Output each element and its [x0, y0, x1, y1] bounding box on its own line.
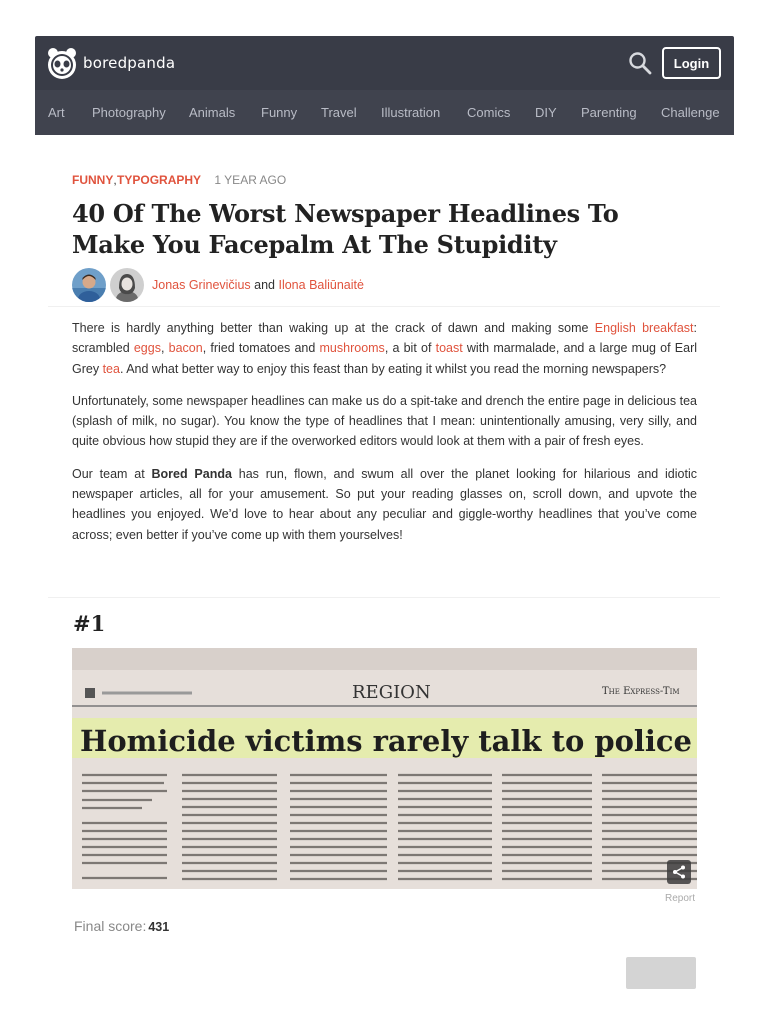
search-icon[interactable] — [628, 51, 652, 75]
panda-logo-icon — [47, 46, 77, 80]
newspaper-photo — [72, 648, 697, 889]
link-eggs[interactable]: eggs — [133, 341, 161, 356]
author-avatar-2[interactable] — [110, 268, 144, 302]
p3-text-1: Our team at — [72, 466, 152, 481]
p1-text-7: . And what better way to enjoy this feast than by eating it whilst you read the morning newspapers? — [119, 361, 667, 376]
author-joiner: and — [254, 278, 275, 292]
p1-text-5: , a bit of — [384, 341, 436, 356]
final-score-value: 431 — [148, 920, 170, 934]
category-separator: , — [113, 173, 117, 187]
final-score-label: Final score: — [74, 918, 147, 934]
site-logo-text: boredpanda — [83, 54, 176, 72]
author-photo-2 — [110, 268, 144, 302]
nav-item-challenge[interactable]: Challenge — [661, 105, 720, 120]
item-image[interactable] — [72, 648, 697, 889]
newspaper-headline: Homicide victims rarely talk to police — [80, 724, 692, 758]
p1-text-1: There is hardly anything better than waking up at the crack of dawn and making some — [72, 321, 595, 335]
article-body — [72, 318, 697, 557]
nav-item-illustration[interactable]: Illustration — [381, 105, 441, 120]
post-time-ago: 1 YEAR AGO — [214, 173, 287, 187]
nav-item-funny[interactable]: Funny — [261, 105, 298, 120]
link-english-breakfast[interactable]: English breakfast — [594, 321, 694, 335]
link-mushrooms[interactable]: mushrooms — [319, 341, 385, 356]
category-link-funny[interactable]: FUNNY — [72, 173, 114, 187]
brand-name-bold: Bored Panda — [151, 466, 232, 481]
author-photo-1 — [72, 268, 106, 302]
nav-item-comics[interactable]: Comics — [467, 105, 511, 120]
placeholder-box — [626, 957, 696, 989]
category-nav — [35, 90, 734, 135]
p3-text-2: has run, flown, and swum all over the planet looking for hilarious and idiotic newspaper articles, all for your amusement. So put your reading glasses on, scroll down, and upvote the headlines you enjoyed. We’d love to hear about any peculiar and giggle-worthy headlines that you’ve come across; even better if you’ve come up with them yourselves! — [72, 466, 697, 542]
link-toast[interactable]: toast — [435, 341, 463, 356]
post-title: 40 Of The Worst Newspaper Headlines To Make You Facepalm At The Stupidity — [72, 199, 619, 259]
p1-text-4: , fried tomatoes and — [202, 341, 320, 356]
nav-item-diy[interactable]: DIY — [535, 105, 557, 120]
author-link-2[interactable]: Ilona Baliūnaitė — [278, 278, 364, 292]
site-logo[interactable] — [47, 46, 175, 80]
report-link[interactable]: Report — [665, 893, 696, 904]
article-paragraph-2: Unfortunately, some newspaper headlines can make us do a spit-take and drench the entire page in delicious tea (splash of milk, no sugar). You know the type of headlines that I mean: unintentionally amusing, very silly, and quite obvious how stupid they are if the overworked editors would look at them with a pair of fresh eyes. — [72, 393, 697, 449]
login-button[interactable]: Login — [662, 47, 721, 79]
p1-text-6: with marmalade, and a large mug of Earl Grey — [72, 341, 698, 376]
nav-item-animals[interactable]: Animals — [189, 105, 236, 120]
site-header — [35, 36, 734, 135]
p1-text-2: : scrambled — [72, 321, 697, 356]
p1-text-3: , — [160, 341, 169, 356]
post-meta — [72, 173, 286, 187]
divider-bottom — [48, 597, 720, 598]
newspaper-masthead: The Express-Tim — [602, 686, 680, 697]
nav-item-photography[interactable]: Photography — [92, 105, 166, 120]
final-score — [74, 918, 169, 934]
post-authors — [72, 268, 364, 302]
item-number: #1 — [73, 611, 106, 636]
article-paragraph-1 — [72, 318, 697, 379]
newspaper-section: REGION — [352, 682, 431, 703]
link-tea[interactable]: tea — [102, 361, 120, 376]
nav-item-art[interactable]: Art — [48, 105, 65, 120]
share-button[interactable] — [667, 860, 691, 884]
author-link-1[interactable]: Jonas Grinevičius — [152, 278, 251, 292]
share-icon — [672, 865, 686, 879]
link-bacon[interactable]: bacon — [168, 341, 203, 356]
top-bar — [35, 36, 734, 90]
category-link-typography[interactable]: TYPOGRAPHY — [117, 173, 202, 187]
nav-item-travel[interactable]: Travel — [321, 105, 357, 120]
nav-item-parenting[interactable]: Parenting — [581, 105, 637, 120]
divider-top — [48, 306, 720, 307]
author-line — [152, 278, 364, 292]
article-paragraph-3 — [72, 464, 697, 545]
author-avatar-1[interactable] — [72, 268, 106, 302]
